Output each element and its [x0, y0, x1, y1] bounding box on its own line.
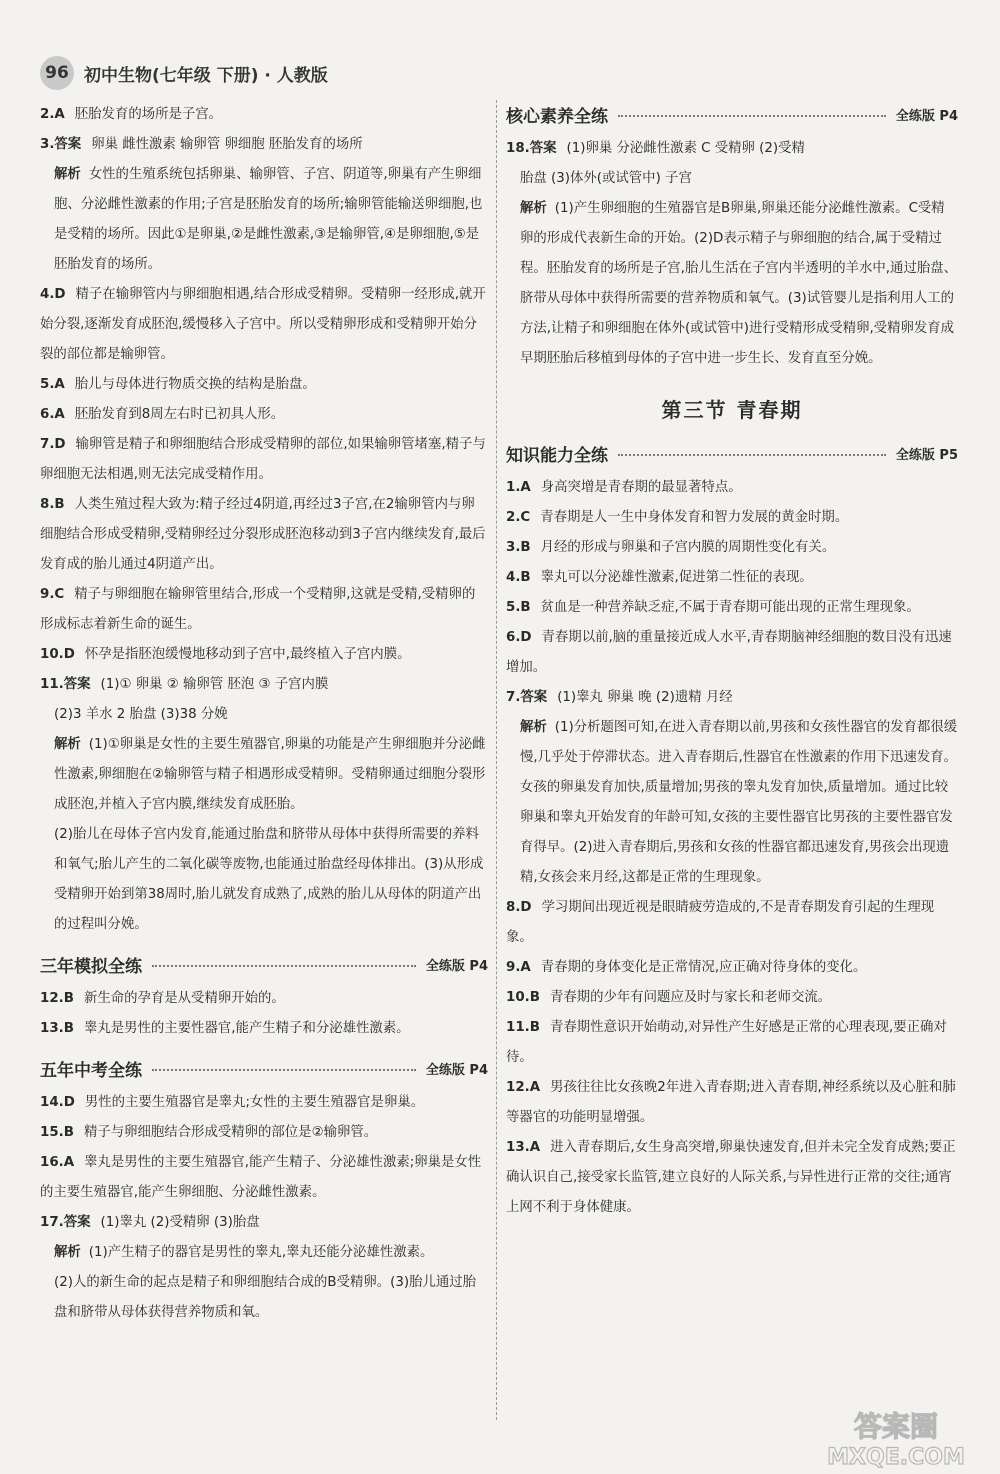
answer-item: 7.答案 (1)睾丸 卵巢 晚 (2)遗精 月经 [506, 690, 733, 705]
chapter-title: 第三节 青春期 [661, 398, 803, 422]
watermark-text: 答案圈 [853, 1410, 939, 1443]
answer-item: 12.A 男孩往往比女孩晚2年进入青春期;进入青春期,神经系统以及心脏和肺等器官的功能明显增强。 [506, 1080, 956, 1125]
answer-item: 11.B 青春期性意识开始萌动,对异性产生好感是正常的心理表现,要正确对待。 [506, 1020, 947, 1065]
analysis: 解析 女性的生殖系统包括卵巢、输卵管、子宫、阴道等,卵巢有产生卵细胞、分泌雌性激素的作用;子宫是胚胎发育的场所;输卵管能输送卵细胞,也是受精的场所。因此①是卵巢,②是雌性激素,③是输卵管,④是卵细胞,⑤是胚胎发育的场所。 [54, 167, 483, 272]
answer-item: 9.A 青春期的身体变化是正常情况,应正确对待身体的变化。 [506, 960, 867, 975]
right-column [506, 100, 958, 1223]
section-header-five-year: 五年中考全练 全练版 P4 [40, 1060, 488, 1081]
page-header [40, 56, 328, 90]
answer-item: 4.D 精子在输卵管内与卵细胞相遇,结合形成受精卵。受精卵一经形成,就开始分裂,逐渐发育成胚泡,缓慢移入子宫中。所以受精卵形成和受精卵开始分裂的部位都是输卵管。 [40, 287, 486, 362]
answer-item: 6.A 胚胎发育到8周左右时已初具人形。 [40, 407, 285, 422]
answer-item: 13.A 进入青春期后,女生身高突增,卵巢快速发育,但并未完全发育成熟;要正确认识自己,接受家长监管,建立良好的人际关系,与异性进行正常的交往;通宵上网不利于身体健康。 [506, 1140, 956, 1215]
answer-item: 10.B 青春期的少年有问题应及时与家长和老师交流。 [506, 990, 832, 1005]
answer-item: 10.D 怀孕是指胚泡缓慢地移动到子宫中,最终植入子宫内膜。 [40, 647, 411, 662]
answer-item: 8.D 学习期间出现近视是眼睛疲劳造成的,不是青春期发育引起的生理现象。 [506, 900, 935, 945]
analysis: 解析 (1)产生精子的器官是男性的睾丸,睾丸还能分泌雄性激素。 [54, 1245, 434, 1260]
answer-item: 2.A 胚胎发育的场所是子宫。 [40, 107, 223, 122]
answer-item: 7.D 输卵管是精子和卵细胞结合形成受精卵的部位,如果输卵管堵塞,精子与卵细胞无法相遇,则无法完成受精作用。 [40, 437, 486, 482]
watermark-url: MXQE.COM [827, 1445, 965, 1470]
answer-item: 2.C 青春期是人一生中身体发育和智力发展的黄金时期。 [506, 510, 849, 525]
answer-item: 8.B 人类生殖过程大致为:精子经过4阴道,再经过3子宫,在2输卵管内与卵细胞结合形成受精卵,受精卵经过分裂形成胚泡移动到3子宫内继续发育,最后发育成的胎儿通过4阴道产出。 [40, 497, 486, 572]
answer-item: 17.答案 (1)睾丸 (2)受精卵 (3)胎盘 [40, 1215, 260, 1230]
answer-item: 4.B 睾丸可以分泌雄性激素,促进第二性征的表现。 [506, 570, 813, 585]
answer-item: 1.A 身高突增是青春期的最显著特点。 [506, 480, 742, 495]
answer-item: 6.D 青春期以前,脑的重量接近成人水平,青春期脑神经细胞的数目没有迅速增加。 [506, 630, 952, 675]
answer-item: 18.答案 (1)卵巢 分泌雌性激素 C 受精卵 (2)受精 [506, 141, 805, 156]
answer-item: 12.B 新生命的孕育是从受精卵开始的。 [40, 991, 285, 1006]
analysis: 解析 (1)分析题图可知,在进入青春期以前,男孩和女孩性器官的发育都很缓慢,几乎处于停滞状态。进入青春期后,性器官在性激素的作用下迅速发育。女孩的卵巢发育加快,质量增加;男孩的睾丸发育加快,质量增加。通过比较卵巢和睾丸开始发育的年龄可知,女孩的主要性器官比男孩的主要性器官发育得早。(2)进入青春期后,男孩和女孩的性器官都迅速发育,男孩会出现遗精,女孩会来月经,这都是正常的生理现象。 [520, 720, 958, 885]
analysis: 解析 (1)产生卵细胞的生殖器官是B卵巢,卵巢还能分泌雌性激素。C受精卵的形成代表新生命的开始。(2)D表示精子与卵细胞的结合,属于受精过程。胚胎发育的场所是子宫,胎儿生活在子宫内半透明的羊水中,通过胎盘、脐带从母体中获得所需要的营养物质和氧气。(3)试管婴儿是指利用人工的方法,让精子和卵细胞在体外(或试管中)进行受精形成受精卵,受精卵发育成早期胚胎后移植到母体的子宫中进一步生长、发育直至分娩。 [520, 201, 958, 366]
answer-item: 3.B 月经的形成与卵巢和子宫内膜的周期性变化有关。 [506, 540, 836, 555]
analysis-continued: (2)人的新生命的起点是精子和卵细胞结合成的B受精卵。(3)胎儿通过胎盘和脐带从母体获得营养物质和氧。 [54, 1275, 477, 1320]
answer-continued: (2)3 羊水 2 胎盘 (3)38 分娩 [54, 707, 228, 722]
answer-continued: 胎盘 (3)体外(或试管中) 子宫 [520, 171, 692, 186]
section-header-three-year: 三年模拟全练 全练版 P4 [40, 956, 488, 977]
answer-item: 16.A 睾丸是男性的主要生殖器官,能产生精子、分泌雄性激素;卵巢是女性的主要生殖器官,能产生卵细胞、分泌雌性激素。 [40, 1155, 482, 1200]
book-title: 初中生物(七年级 下册) · 人教版 [84, 65, 328, 86]
answer-item: 15.B 精子与卵细胞结合形成受精卵的部位是②输卵管。 [40, 1125, 378, 1140]
column-divider [496, 100, 497, 1420]
section-header-knowledge: 知识能力全练 全练版 P5 [506, 445, 958, 466]
answer-item: 9.C 精子与卵细胞在输卵管里结合,形成一个受精卵,这就是受精,受精卵的形成标志着新生命的诞生。 [40, 587, 476, 632]
answer-item: 3.答案 卵巢 雌性激素 输卵管 卵细胞 胚胎发育的场所 [40, 137, 363, 152]
watermark-logo [806, 1404, 986, 1470]
section-header-core: 核心素养全练 全练版 P4 [506, 106, 958, 127]
answer-item: 5.B 贫血是一种营养缺乏症,不属于青春期可能出现的正常生理现象。 [506, 600, 920, 615]
page-number: 96 [40, 56, 74, 90]
analysis-continued: (2)胎儿在母体子宫内发育,能通过胎盘和脐带从母体中获得所需要的养料和氧气;胎儿产生的二氧化碳等废物,也能通过胎盘经母体排出。(3)从形成受精卵开始到第38周时,胎儿就发育成熟了,成熟的胎儿从母体的阴道产出的过程叫分娩。 [54, 827, 484, 932]
answer-item: 11.答案 (1)① 卵巢 ② 输卵管 胚泡 ③ 子宫内膜 [40, 677, 329, 692]
left-column [40, 100, 488, 1328]
answer-item: 14.D 男性的主要生殖器官是睾丸;女性的主要生殖器官是卵巢。 [40, 1095, 425, 1110]
answer-item: 5.A 胎儿与母体进行物质交换的结构是胎盘。 [40, 377, 316, 392]
answer-item: 13.B 睾丸是男性的主要性器官,能产生精子和分泌雄性激素。 [40, 1021, 410, 1036]
analysis: 解析 (1)①卵巢是女性的主要生殖器官,卵巢的功能是产生卵细胞并分泌雌性激素,卵细胞在②输卵管与精子相遇形成受精卵。受精卵通过细胞分裂形成胚泡,并植入子宫内膜,继续发育成胚胎。 [54, 737, 486, 812]
